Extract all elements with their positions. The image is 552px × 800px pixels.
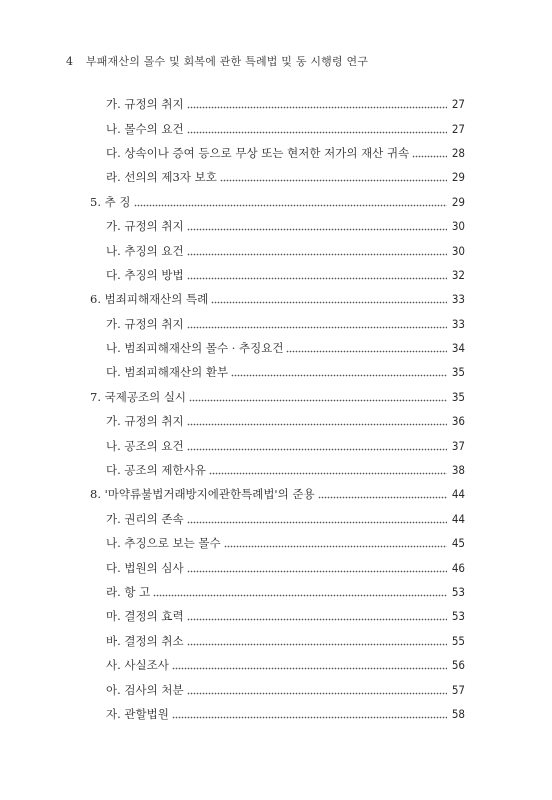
toc-subsection-entry[interactable] bbox=[0, 458, 552, 482]
running-header bbox=[66, 53, 368, 69]
toc-entry-page-number: 30 bbox=[451, 243, 465, 258]
toc-entry-page-number: 57 bbox=[451, 682, 465, 697]
toc-entry-label: 다. 공조의 제한사유 bbox=[106, 463, 206, 478]
toc-subsection-entry[interactable] bbox=[0, 165, 552, 189]
toc-entry-page-number: 46 bbox=[451, 560, 465, 575]
toc-subsection-entry[interactable] bbox=[0, 629, 552, 653]
toc-entry-label: 가. 규정의 취지 bbox=[106, 414, 184, 429]
toc-dot-leader bbox=[209, 466, 447, 478]
toc-subsection-entry[interactable] bbox=[0, 214, 552, 238]
toc-subsection-entry[interactable] bbox=[0, 336, 552, 360]
toc-entry-page-number: 36 bbox=[451, 414, 465, 429]
toc-entry-label: 5. 추 징 bbox=[90, 194, 131, 209]
toc-dot-leader bbox=[220, 173, 447, 185]
toc-subsection-entry[interactable] bbox=[0, 604, 552, 628]
toc-entry-page-number: 28 bbox=[451, 145, 465, 160]
toc-dot-leader bbox=[187, 125, 447, 137]
toc-entry-label: 다. 법원의 심사 bbox=[106, 560, 184, 575]
toc-entry-label: 라. 항 고 bbox=[106, 585, 151, 599]
toc-subsection-entry[interactable] bbox=[0, 555, 552, 579]
toc-entry-page-number: 32 bbox=[451, 267, 465, 282]
toc-entry-label: 8. '마약류불법거래방지에관한특례법'의 준용 bbox=[90, 487, 315, 502]
toc-entry-label: 6. 범죄피해재산의 특례 bbox=[90, 292, 209, 307]
toc-dot-leader bbox=[187, 417, 447, 429]
toc-entry-label: 나. 추징으로 보는 몰수 bbox=[106, 536, 221, 551]
toc-subsection-entry[interactable] bbox=[0, 141, 552, 165]
toc-subsection-entry[interactable] bbox=[0, 531, 552, 555]
toc-entry-label: 가. 규정의 취지 bbox=[106, 219, 184, 234]
toc-dot-leader bbox=[172, 661, 447, 673]
toc-dot-leader bbox=[187, 637, 447, 649]
toc-section-entry[interactable] bbox=[0, 385, 552, 409]
toc-entry-page-number: 33 bbox=[451, 292, 465, 307]
toc-entry-label: 아. 검사의 처분 bbox=[106, 682, 184, 697]
toc-entry-page-number: 27 bbox=[451, 121, 465, 136]
toc-entry-label: 나. 추징의 요건 bbox=[106, 243, 184, 258]
toc-section-entry[interactable] bbox=[0, 482, 552, 506]
toc-subsection-entry[interactable] bbox=[0, 92, 552, 116]
toc-subsection-entry[interactable] bbox=[0, 677, 552, 701]
toc-subsection-entry[interactable] bbox=[0, 360, 552, 384]
toc-section-entry[interactable] bbox=[0, 287, 552, 311]
toc-dot-leader bbox=[187, 686, 447, 698]
toc-subsection-entry[interactable] bbox=[0, 433, 552, 457]
toc-entry-label: 나. 몰수의 요건 bbox=[106, 121, 184, 136]
toc-dot-leader bbox=[187, 564, 447, 576]
toc-entry-page-number: 44 bbox=[451, 487, 465, 502]
toc-entry-label: 사. 사실조사 bbox=[106, 658, 169, 673]
toc-entry-page-number: 30 bbox=[451, 219, 465, 234]
toc-subsection-entry[interactable] bbox=[0, 580, 552, 604]
header-title: 부패재산의 몰수 및 회복에 관한 특례법 및 동 시행령 연구 bbox=[85, 55, 369, 68]
toc-entry-label: 7. 국제공조의 실시 bbox=[90, 389, 187, 404]
toc-entry-page-number: 29 bbox=[451, 194, 465, 209]
toc-dot-leader bbox=[187, 515, 447, 527]
toc-entry-page-number: 35 bbox=[451, 389, 465, 404]
toc-entry-page-number: 37 bbox=[451, 438, 465, 453]
toc-subsection-entry[interactable] bbox=[0, 238, 552, 262]
toc-entry-label: 나. 범죄피해재산의 몰수 · 추징요건 bbox=[106, 341, 284, 356]
toc-dot-leader bbox=[286, 344, 447, 356]
toc-entry-label: 자. 관할법원 bbox=[106, 706, 169, 721]
toc-entry-page-number: 34 bbox=[451, 341, 465, 356]
toc-entry-page-number: 29 bbox=[451, 170, 465, 185]
toc-subsection-entry[interactable] bbox=[0, 312, 552, 336]
toc-dot-leader bbox=[187, 222, 447, 234]
toc-section-entry[interactable] bbox=[0, 190, 552, 214]
toc-subsection-entry[interactable] bbox=[0, 409, 552, 433]
toc-subsection-entry[interactable] bbox=[0, 702, 552, 726]
toc-entry-label: 다. 범죄피해재산의 환부 bbox=[106, 365, 229, 380]
toc-entry-page-number: 58 bbox=[451, 706, 465, 721]
toc-entry-page-number: 35 bbox=[451, 365, 465, 380]
table-of-contents bbox=[0, 92, 552, 726]
toc-dot-leader bbox=[187, 612, 447, 624]
toc-dot-leader bbox=[187, 247, 447, 259]
toc-dot-leader bbox=[211, 295, 447, 307]
toc-entry-label: 바. 결정의 취소 bbox=[106, 633, 184, 648]
toc-entry-page-number: 33 bbox=[451, 316, 465, 331]
toc-dot-leader bbox=[189, 393, 447, 405]
toc-dot-leader bbox=[187, 100, 447, 112]
toc-entry-page-number: 45 bbox=[451, 536, 465, 551]
toc-dot-leader bbox=[153, 588, 447, 600]
toc-entry-label: 가. 권리의 존속 bbox=[106, 511, 184, 526]
toc-dot-leader bbox=[224, 539, 447, 551]
toc-entry-label: 가. 규정의 취지 bbox=[106, 97, 184, 112]
toc-entry-label: 마. 결정의 효력 bbox=[106, 609, 184, 624]
toc-entry-label: 라. 선의의 제3자 보호 bbox=[106, 170, 217, 185]
toc-dot-leader bbox=[187, 271, 447, 283]
toc-dot-leader bbox=[412, 149, 447, 161]
toc-dot-leader bbox=[187, 320, 447, 332]
toc-subsection-entry[interactable] bbox=[0, 263, 552, 287]
toc-entry-label: 가. 규정의 취지 bbox=[106, 316, 184, 331]
toc-entry-page-number: 38 bbox=[451, 463, 465, 478]
toc-dot-leader bbox=[134, 198, 447, 210]
toc-entry-label: 다. 추징의 방법 bbox=[106, 267, 184, 282]
header-page-number: 4 bbox=[66, 55, 74, 68]
toc-entry-page-number: 27 bbox=[451, 97, 465, 112]
toc-dot-leader bbox=[318, 490, 447, 502]
toc-entry-page-number: 55 bbox=[451, 633, 465, 648]
toc-subsection-entry[interactable] bbox=[0, 507, 552, 531]
toc-dot-leader bbox=[231, 368, 447, 380]
toc-subsection-entry[interactable] bbox=[0, 116, 552, 140]
toc-entry-page-number: 56 bbox=[451, 658, 465, 673]
toc-entry-label: 나. 공조의 요건 bbox=[106, 438, 184, 453]
toc-subsection-entry[interactable] bbox=[0, 653, 552, 677]
toc-entry-label: 다. 상속이나 증여 등으로 무상 또는 현저한 저가의 재산 귀속 bbox=[106, 145, 410, 160]
toc-dot-leader bbox=[187, 442, 447, 454]
toc-entry-page-number: 53 bbox=[451, 585, 465, 599]
toc-entry-page-number: 53 bbox=[451, 609, 465, 624]
toc-entry-page-number: 44 bbox=[451, 511, 465, 526]
toc-dot-leader bbox=[172, 710, 447, 722]
